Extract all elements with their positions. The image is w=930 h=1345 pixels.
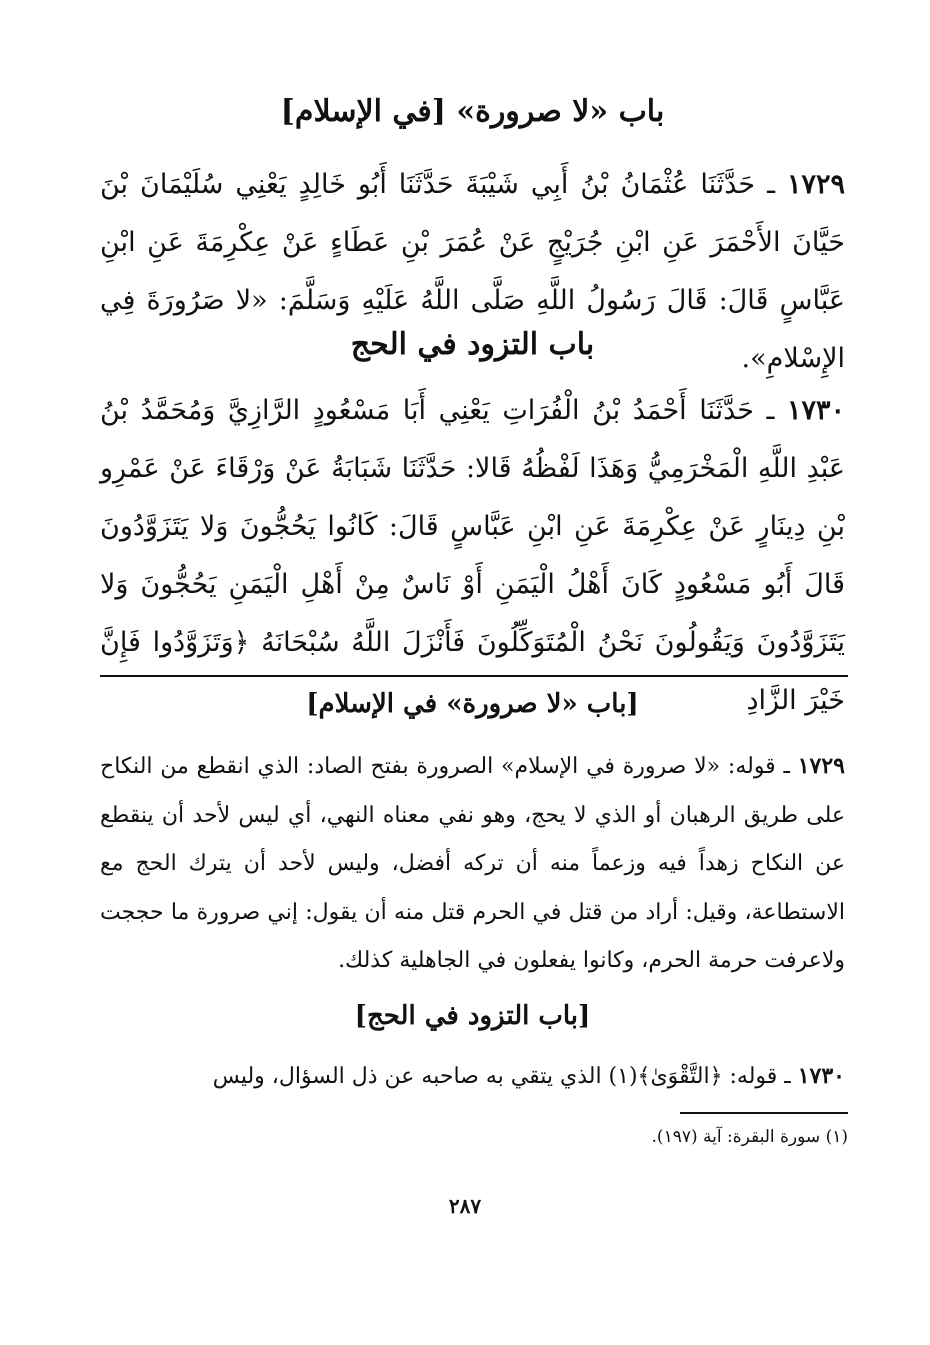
chapter-heading-1 [100, 92, 845, 132]
commentary-heading-1 [100, 686, 845, 722]
hadith-number: ١٧٣٠ [786, 395, 845, 426]
hadith-number: ١٧٢٩ [786, 169, 845, 200]
chapter-heading-2-text: باب التزود في الحج [350, 327, 595, 362]
separator-rule [100, 675, 848, 677]
note-body: ـ قوله: «لا صرورة في الإسلام» الصرورة بفتح الصاد: الذي انقطع من النكاح على طريق الرهبان أو الذي لا يحج، وهو نفي معناه النهي، أي ليس لأحد أن ينقطع عن النكاح زهداً فيه وزعماً منه أن تركه أفضل، وليس لأحد أن يترك الحج مع الاستطاعة، وقيل: أراد من قتل في الحرم قتل منه أن يقول: إني صرورة ما حججت ولاعرفت حرمة الحرم، وكانوا يفعلون في الجاهلية كذلك. [100, 754, 845, 973]
footnote-text: (١) سورة البقرة: آية (١٩٧). [651, 1127, 848, 1147]
note-body: ـ قوله: ﴿التَّقْوَىٰ﴾(١) الذي يتقي به صاحبه عن ذل السؤال، وليس [212, 1064, 791, 1089]
commentary-heading-1-text: [باب «لا صرورة» في الإسلام] [306, 689, 639, 719]
hadith-1730 [100, 382, 845, 730]
chapter-heading-1-text: باب «لا صرورة» [في الإسلام] [280, 94, 665, 129]
page-number-text: ٢٨٧ [448, 1194, 482, 1218]
commentary-heading-2-text: [باب التزود في الحج] [354, 1001, 591, 1031]
footnote-rule [680, 1112, 848, 1114]
commentary-1729 [100, 742, 845, 986]
note-number: ١٧٣٠ [797, 1063, 845, 1089]
hadith-body: ـ حَدَّثَنَا أَحْمَدُ بْنُ الْفُرَاتِ يَعْنِي أَبَا مَسْعُودٍ الرَّازِيَّ وَمُحَمَّدُ بْنُ عَبْدِ اللَّهِ الْمَخْرَمِيُّ وَهَذَا لَفْظُهُ قَالا: حَدَّثَنَا شَبَابَةُ عَنْ وَرْقَاءَ عَنْ عَمْرِو بْنِ دِينَارٍ عَنْ عِكْرِمَةَ عَنِ ابْنِ عَبَّاسٍ قَالَ: كَانُوا يَحُجُّونَ وَلا يَتَزَوَّدُونَ قَالَ أَبُو مَسْعُودٍ كَانَ أَهْلُ الْيَمَنِ أَوْ نَاسٌ مِنْ أَهْلِ الْيَمَنِ يَحُجُّونَ وَلا يَتَزَوَّدُونَ وَيَقُولُونَ نَحْنُ الْمُتَوَكِّلُونَ فَأَنْزَلَ اللَّهُ سُبْحَانَهُ ﴿وَتَزَوَّدُوا فَإِنَّ خَيْرَ الزَّادِ [100, 395, 845, 716]
commentary-1730 [100, 1052, 845, 1102]
note-number: ١٧٢٩ [797, 753, 845, 779]
footnote [448, 1124, 848, 1150]
commentary-heading-2 [100, 998, 845, 1034]
hadith-body: ـ حَدَّثَنَا عُثْمَانُ بْنُ أَبِي شَيْبَةَ حَدَّثَنَا أَبُو خَالِدٍ يَعْنِي سُلَيْمَانَ بْنَ حَيَّانَ الأَحْمَرَ عَنِ ابْنِ جُرَيْجٍ عَنْ عُمَرَ بْنِ عَطَاءٍ عَنْ عِكْرِمَةَ عَنِ ابْنِ عَبَّاسٍ قَالَ: قَالَ رَسُولُ اللَّهِ صَلَّى اللَّهُ عَلَيْهِ وَسَلَّمَ: «لا صَرُورَةَ فِي الإِسْلامِ». [100, 169, 845, 374]
chapter-heading-2 [100, 325, 845, 365]
page-number [0, 1192, 930, 1220]
